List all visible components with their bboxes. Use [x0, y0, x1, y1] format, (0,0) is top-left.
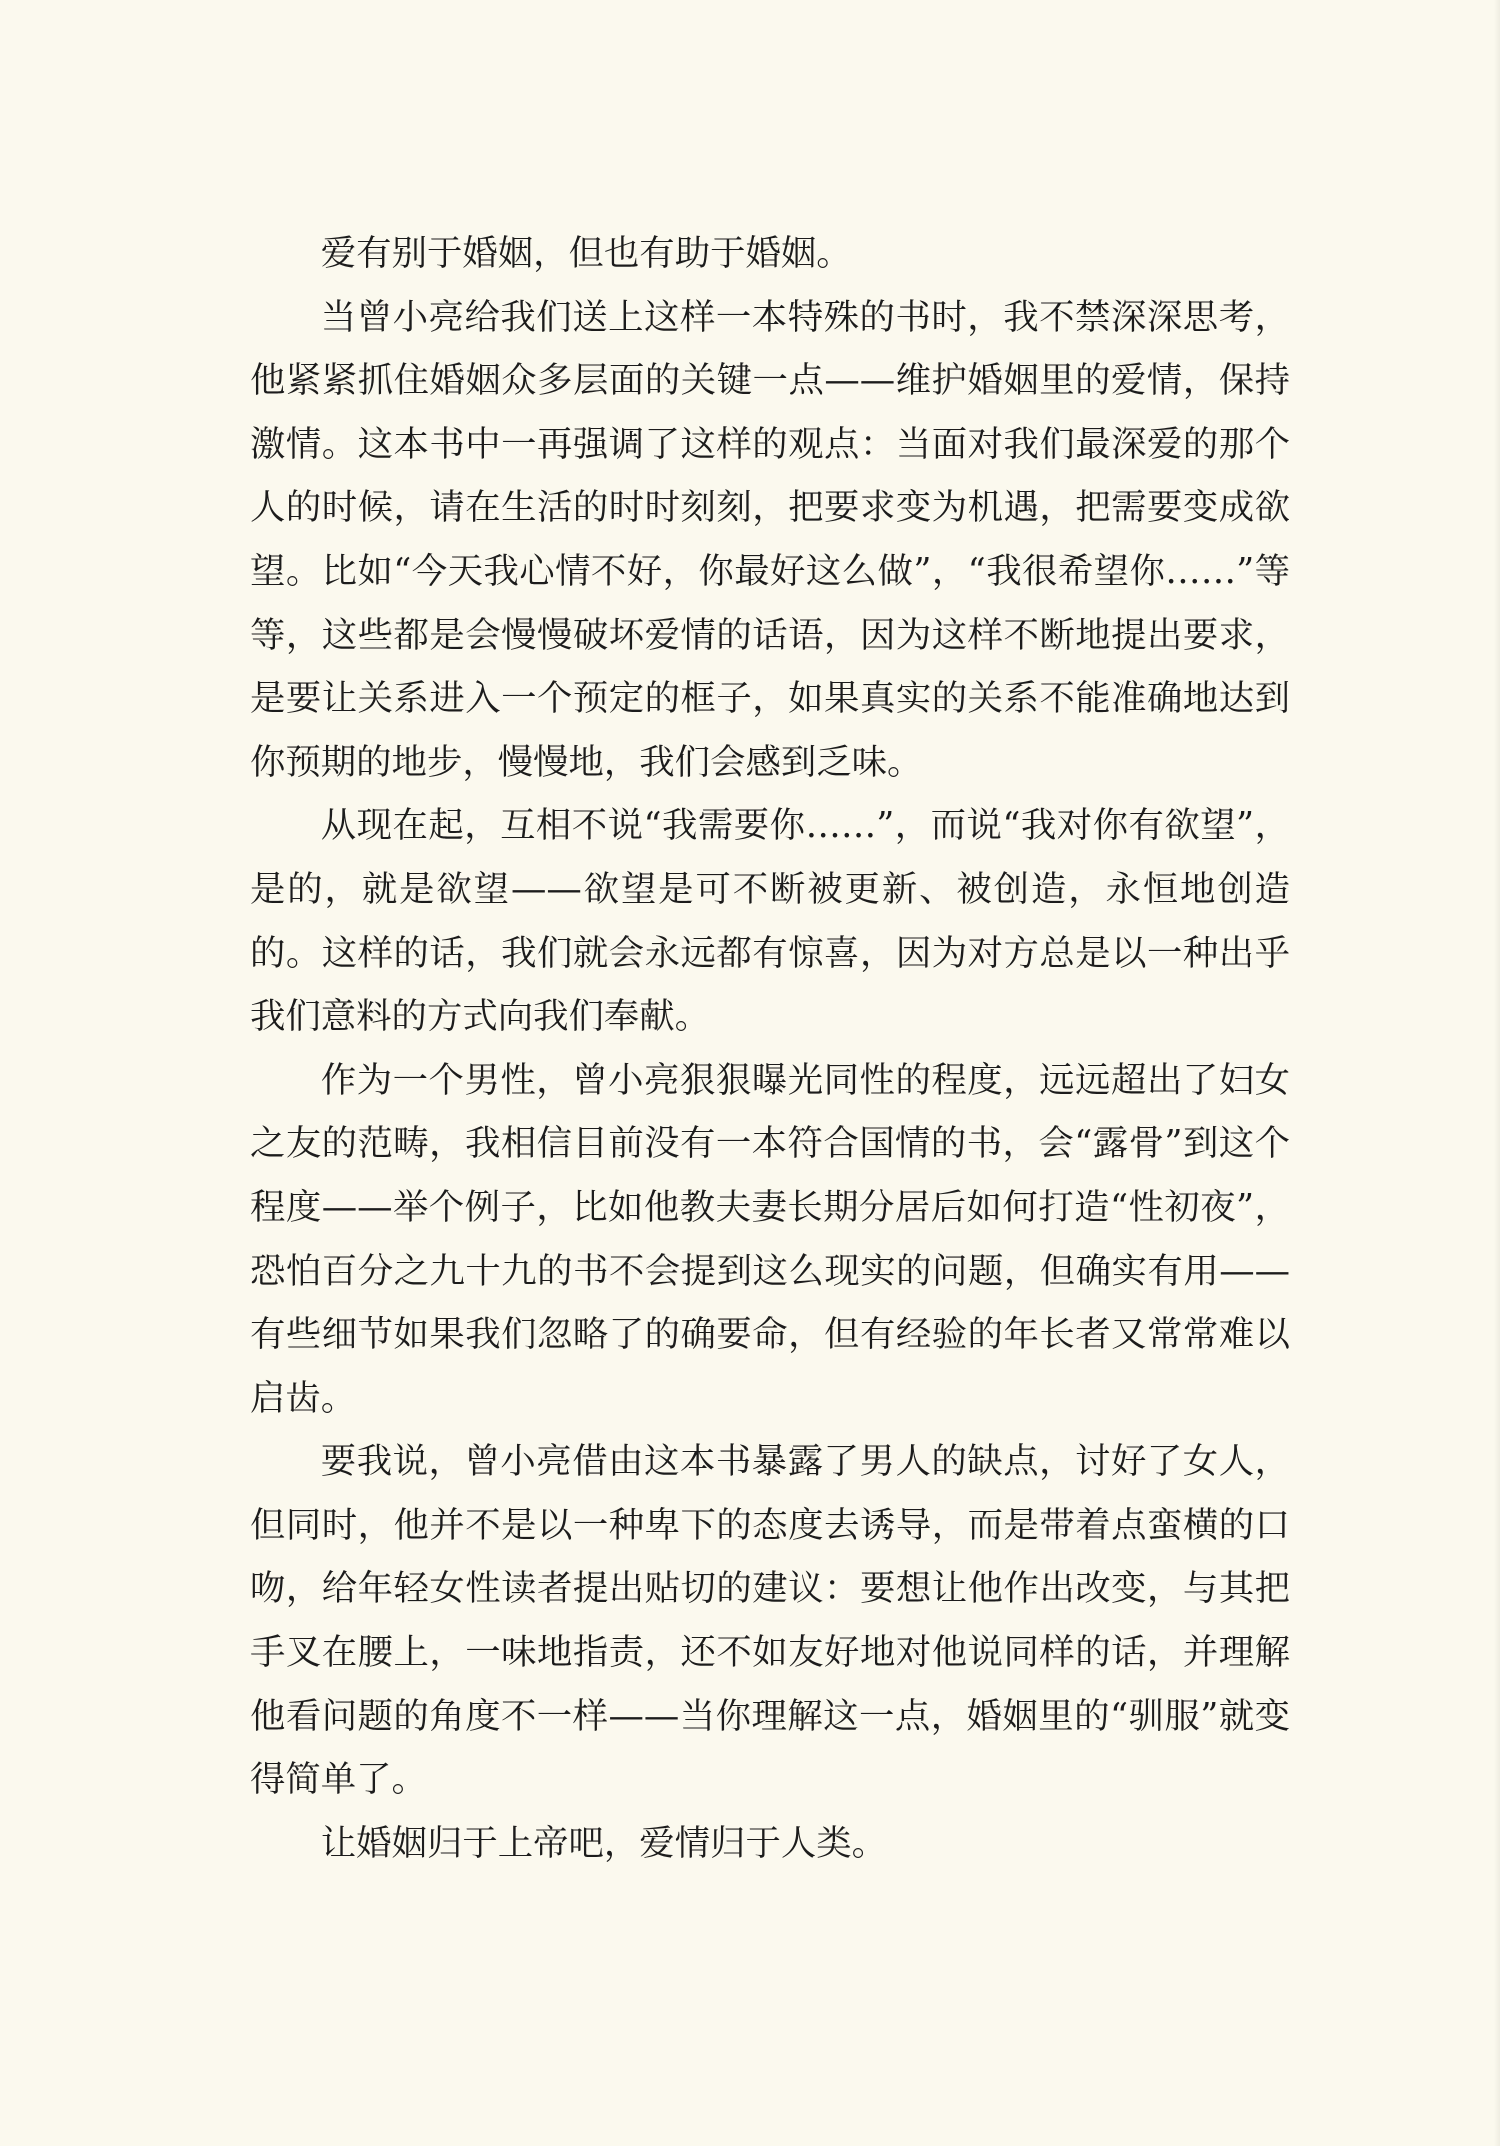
page-edge-shadow [1494, 0, 1500, 2146]
paragraph-3: 从现在起，互相不说“我需要你……”，而说“我对你有欲望”，是的，就是欲望——欲望是可不断被更新、被创造，永恒地创造的。这样的话，我们就会永远都有惊喜，因为对方总是以一种出乎我们意料的方式向我们奉献。 [250, 805, 1290, 1038]
paragraph-6: 让婚姻归于上帝吧，爱情归于人类。 [320, 1822, 888, 1864]
body-text [250, 222, 1290, 1875]
paragraph-2: 当曾小亮给我们送上这样一本特殊的书时，我不禁深深思考，他紧紧抓住婚姻众多层面的关键一点——维护婚姻里的爱情，保持激情。这本书中一再强调了这样的观点：当面对我们最深爱的那个人的时候，请在生活的时时刻刻，把要求变为机遇，把需要变成欲望。比如“今天我心情不好，你最好这么做”，“我很希望你……”等等，这些都是会慢慢破坏爱情的话语，因为这样不断地提出要求，是要让关系进入一个预定的框子，如果真实的关系不能准确地达到你预期的地步，慢慢地，我们会感到乏味。 [250, 296, 1290, 783]
paragraph-1: 爱有别于婚姻，但也有助于婚姻。 [320, 233, 852, 274]
paragraph-5: 要我说，曾小亮借由这本书暴露了男人的缺点，讨好了女人，但同时，他并不是以一种卑下的态度去诱导，而是带着点蛮横的口吻，给年轻女性读者提出贴切的建议：要想让他作出改变，与其把手叉在腰上，一味地指责，还不如友好地对他说同样的话，并理解他看问题的角度不一样——当你理解这一点，婚姻里的“驯服”就变得简单了。 [250, 1441, 1290, 1801]
paragraph-4: 作为一个男性，曾小亮狠狠曝光同性的程度，远远超出了妇女之友的范畴，我相信目前没有一本符合国情的书，会“露骨”到这个程度——举个例子，比如他教夫妻长期分居后如何打造“性初夜”，恐怕百分之九十九的书不会提到这么现实的问题，但确实有用——有些细节如果我们忽略了的确要命，但有经验的年长者又常常难以启齿。 [250, 1059, 1290, 1419]
